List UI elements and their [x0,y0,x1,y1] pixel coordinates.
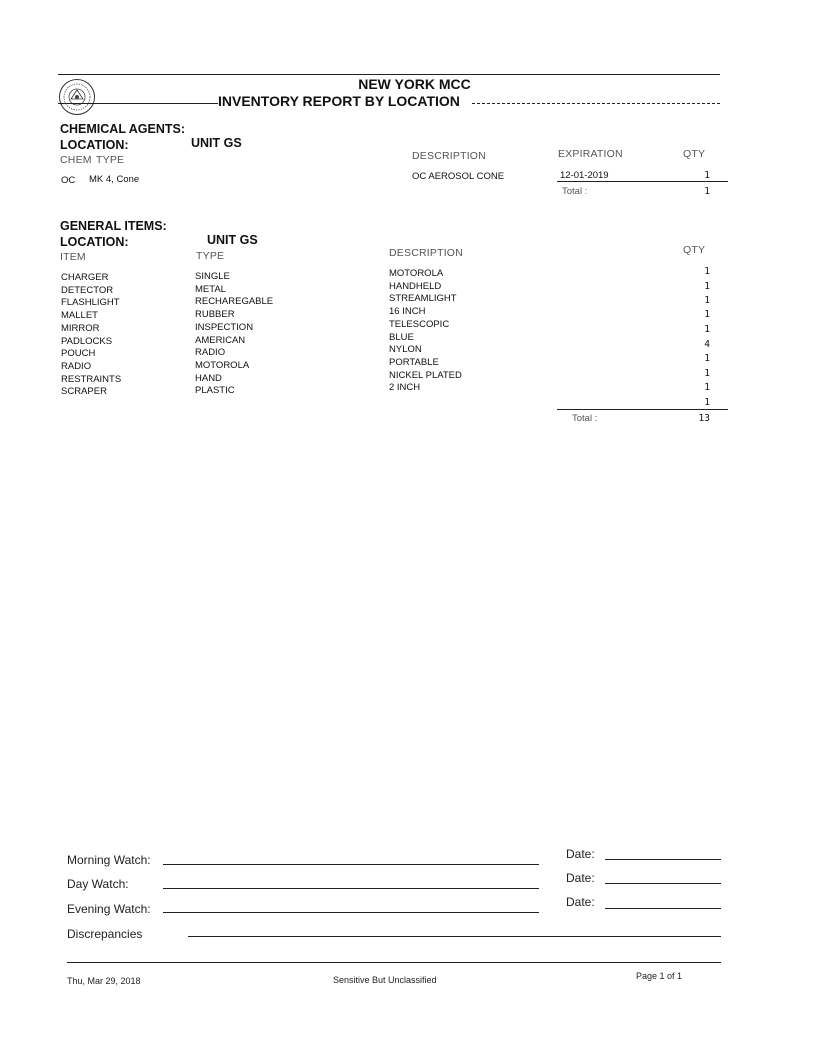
general-row-description: 16 INCH [389,306,426,318]
general-row-qty: 1 [704,397,710,408]
footer-date: Thu, Mar 29, 2018 [67,976,141,986]
report-title: INVENTORY REPORT BY LOCATION [218,93,460,109]
discrepancies-label: Discrepancies [67,927,143,941]
chemical-section-title: CHEMICAL AGENTS: [60,122,185,136]
general-row-type: PLASTIC [195,385,235,397]
general-row-item: FLASHLIGHT [61,297,120,309]
general-row-type: RECHAREGABLE [195,296,274,308]
day-watch-line[interactable] [163,888,539,889]
general-row-item: CHARGER [61,272,109,283]
general-row-qty: 4 [704,339,710,350]
general-row-description: MOTOROLA [389,268,444,279]
general-row-item: RESTRAINTS [61,373,122,385]
chem-total-value: 1 [704,186,710,197]
morning-date-label: Date: [566,847,595,861]
day-date-label: Date: [566,871,595,885]
general-total-value: 13 [698,413,710,424]
general-row-description: TELESCOPIC [389,318,450,330]
footer-page-number: Page 1 of 1 [636,971,683,981]
type-col-header: TYPE [196,250,225,262]
general-row-item: POUCH [61,348,96,360]
general-total-rule [557,409,728,410]
chem-row-expiration: 12-01-2019 [560,170,609,181]
morning-watch-line[interactable] [163,864,539,865]
general-row-qty: 1 [704,266,710,277]
description-col-header: DESCRIPTION [389,247,463,259]
general-row-qty: 1 [704,324,710,335]
item-col-header: ITEM [60,251,86,263]
general-row-qty: 1 [704,281,710,292]
evening-date-label: Date: [566,895,595,909]
general-row-description: NICKEL PLATED [389,369,462,381]
footer-rule [67,962,721,963]
general-row-type: HAND [195,372,222,384]
chem-total-rule [557,181,728,182]
chem-qty-col-header: QTY [683,148,706,160]
general-row-type: RUBBER [195,309,235,321]
evening-date-line[interactable] [605,908,721,909]
general-location-label: LOCATION: [60,235,129,249]
general-row-description: NYLON [389,344,422,356]
chem-row-description: OC AEROSOL CONE [412,171,505,182]
chem-col-header: CHEM [60,154,92,166]
general-row-qty: 1 [704,368,710,379]
footer-classification: Sensitive But Unclassified [333,975,437,985]
general-row-item: MALLET [61,310,98,322]
chem-total-label: Total : [562,186,588,197]
chem-expiration-col-header: EXPIRATION [558,148,623,160]
general-row-description: BLUE [389,331,414,343]
header-rule-right [472,103,720,104]
header-rule-left [58,103,218,104]
general-location-value: UNIT GS [207,233,258,247]
chem-row-qty: 1 [704,170,710,181]
day-watch-label: Day Watch: [67,877,129,891]
general-row-type: SINGLE [195,271,230,282]
general-row-description: PORTABLE [389,356,439,368]
general-row-qty: 1 [704,309,710,320]
general-row-type: INSPECTION [195,321,254,333]
general-row-type: RADIO [195,347,226,359]
day-date-line[interactable] [605,883,721,884]
general-total-label: Total : [572,413,598,424]
chem-row-chem: OC [61,175,76,186]
header-top-rule [58,74,720,75]
general-row-qty: 1 [704,295,710,306]
morning-watch-label: Morning Watch: [67,853,151,867]
chemical-location-label: LOCATION: [60,138,129,152]
general-row-qty: 1 [704,382,710,393]
general-row-item: PADLOCKS [61,335,113,347]
general-row-item: DETECTOR [61,284,114,296]
discrepancies-line[interactable] [188,936,721,937]
general-row-description: STREAMLIGHT [389,293,457,305]
general-row-description: 2 INCH [389,382,421,394]
chemical-location-value: UNIT GS [191,136,242,150]
qty-col-header: QTY [683,244,706,256]
chem-description-col-header: DESCRIPTION [412,150,486,162]
evening-watch-line[interactable] [163,912,539,913]
general-row-type: MOTOROLA [195,359,250,371]
general-row-description: HANDHELD [389,280,442,292]
general-row-item: MIRROR [61,322,100,334]
report-org-title: NEW YORK MCC [358,76,471,92]
general-row-type: AMERICAN [195,334,246,346]
chem-row-type: MK 4, Cone [89,174,140,185]
evening-watch-label: Evening Watch: [67,902,151,916]
general-row-type: METAL [195,283,226,295]
morning-date-line[interactable] [605,859,721,860]
general-section-title: GENERAL ITEMS: [60,219,167,233]
general-row-item: SCRAPER [61,386,107,398]
chem-type-col-header: TYPE [96,154,125,166]
general-row-qty: 1 [704,353,710,364]
general-row-item: RADIO [61,360,92,372]
